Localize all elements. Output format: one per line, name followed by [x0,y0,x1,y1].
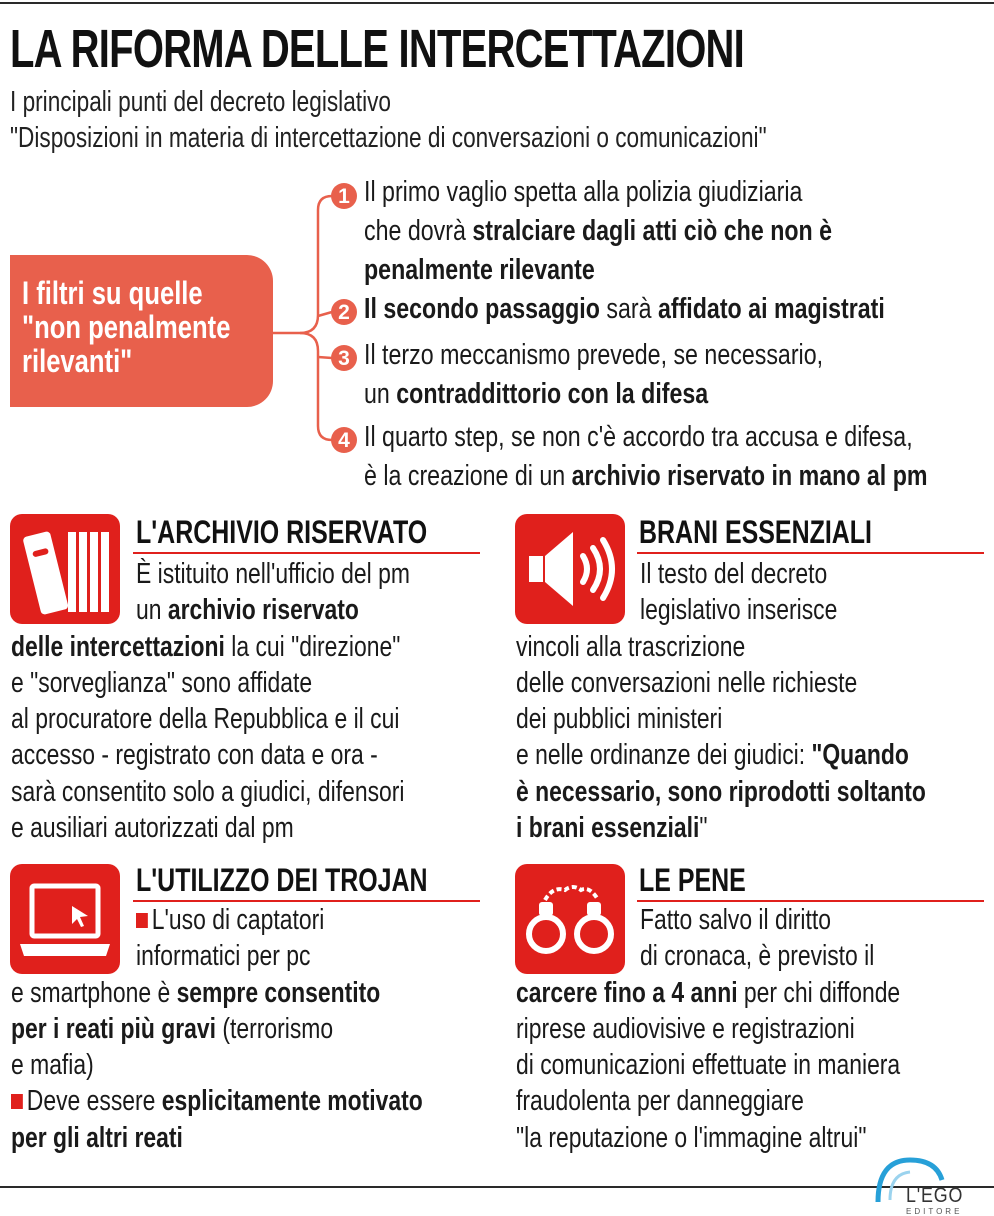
text-segment: sarà [599,293,658,325]
text-line [516,1047,900,1083]
text-line [136,592,410,628]
step-number-2: 2 [331,299,357,325]
text-segment: sarà consentito solo a giudici, difensori [11,775,405,808]
text-segment: è la creazione di un [364,460,572,492]
text-line [11,774,405,810]
archivio-text-top [136,556,410,629]
bold-text: esplicitamente motivato [161,1085,423,1118]
section-title-pene: LE PENE [639,862,746,898]
text-segment: Il testo del decreto [640,558,828,590]
bold-text: per i reati più gravi [11,1012,216,1045]
step-4-text [364,418,928,496]
text-line [364,251,832,290]
brani-text-body [516,629,926,847]
bullet-square-icon [11,1094,23,1109]
text-line [364,375,823,414]
text-segment: Il terzo meccanismo prevede, se necessario, [364,339,824,371]
text-segment: un [136,594,168,627]
bottom-rule [0,1186,994,1188]
section-rule [637,552,984,554]
subtitle-line-1: I principali punti del decreto legislativo [10,86,391,118]
step-2-text [364,290,885,329]
bold-text: sempre consentito [176,976,381,1009]
text-line [364,418,928,457]
bold-text: i brani essenziali [516,812,700,845]
filter-label-line: I filtri su quelle [22,275,203,311]
text-line [364,336,823,375]
archivio-text-body [11,629,405,847]
section-rule [133,552,480,554]
text-line [364,457,928,496]
text-line [640,592,837,628]
text-line [11,1047,423,1083]
section-title-archivio: L'ARCHIVIO RISERVATO [136,514,428,550]
text-segment: dei pubblici ministeri [516,703,723,736]
text-line [516,975,900,1011]
bold-text: "Quando [811,739,909,772]
brani-text-top [640,556,837,629]
text-line [516,1083,900,1119]
bold-text: delle intercettazioni [11,630,225,663]
text-line [136,556,410,592]
bold-text: è necessario, sono riprodotti soltanto [516,775,926,808]
text-segment: di cronaca, è previsto il [640,940,875,973]
text-segment: "la reputazione o l'immagine altrui" [516,1121,867,1154]
logo-subtext: EDITORE [906,1207,963,1216]
text-line [640,556,837,592]
text-segment: Deve essere [26,1085,162,1118]
text-segment: e nelle ordinanze dei giudici: [516,739,812,772]
text-line [516,665,926,701]
text-line [11,629,405,665]
pene-text-body [516,975,900,1156]
speaker-icon [515,514,625,624]
logo-text: L'EGO [906,1184,964,1207]
text-line [516,1120,900,1156]
text-segment: di comunicazioni effettuate in maniera [516,1049,901,1082]
text-segment: delle conversazioni nelle richieste [516,666,858,699]
text-segment: (terrorismo [215,1012,334,1045]
text-segment: informatici per pc [136,940,311,973]
bold-text: contraddittorio con la difesa [396,378,709,410]
text-segment: Il primo vaglio spetta alla polizia giudiziaria [364,176,803,208]
text-line [516,701,926,737]
text-segment: un [364,378,397,410]
text-segment: riprese audiovisive e registrazioni [516,1012,855,1045]
trojan-text-body [11,975,423,1156]
text-line [11,810,405,846]
text-line [516,737,926,773]
text-segment: accesso - registrato con data e ora - [11,739,378,772]
text-line [11,737,405,773]
step-3-text [364,336,823,414]
text-segment: L'uso di captatori [151,904,325,936]
trojan-text-top [136,902,324,975]
text-line [11,1011,423,1047]
step-number-3: 3 [331,345,357,371]
bold-text: carcere fino a 4 anni [516,976,738,1009]
text-line [640,902,874,938]
text-segment: Fatto salvo il diritto [640,904,831,936]
text-segment: fraudolenta per danneggiare [516,1085,804,1118]
bold-text: Il secondo passaggio [364,293,600,325]
text-segment: vincoli alla trascrizione [516,630,746,663]
filter-label-line: "non penalmente [22,309,231,345]
filter-label-line: rilevanti" [22,343,133,379]
text-line [364,173,832,212]
text-segment: e ausiliari autorizzati dal pm [11,812,294,845]
text-line [516,810,926,846]
text-segment: Il quarto step, se non c'è accordo tra accusa e difesa, [364,421,913,453]
bold-text: affidato ai magistrati [657,293,885,325]
text-segment: per chi diffonde [737,976,901,1009]
handcuffs-icon [515,864,625,974]
text-line [640,938,874,974]
text-line [11,665,405,701]
text-line [136,902,324,938]
text-segment: " [699,812,708,845]
step-1-text [364,173,832,290]
text-line [11,1083,423,1119]
bold-text: archivio riservato in mano al pm [571,460,928,492]
text-line [516,774,926,810]
bold-text: archivio riservato [167,594,359,627]
text-line [136,938,324,974]
text-line [364,290,885,329]
text-segment: legislativo inserisce [640,594,838,627]
text-segment: la cui "direzione" [224,630,401,663]
text-segment: e smartphone è [11,976,177,1009]
step-number-1: 1 [331,183,357,209]
subtitle-line-2: "Disposizioni in materia di intercettazione di conversazioni o comunicazioni" [10,122,767,154]
text-line [11,1120,423,1156]
text-segment: e "sorveglianza" sono affidate [11,666,313,699]
section-title-trojan: L'UTILIZZO DEI TROJAN [136,862,428,898]
text-line [11,975,423,1011]
bold-text: stralciare dagli atti ciò che non è [472,215,833,247]
text-line [11,701,405,737]
bold-text: penalmente rilevante [364,254,595,286]
pene-text-top [640,902,874,975]
archive-binders-icon [10,514,120,624]
text-segment: che dovrà [364,215,473,247]
text-line [516,1011,900,1047]
bold-text: per gli altri reati [11,1121,183,1154]
text-segment: e mafia) [11,1049,94,1082]
bullet-square-icon [136,913,148,928]
section-title-brani: BRANI ESSENZIALI [639,514,872,550]
step-number-4: 4 [331,427,357,453]
laptop-icon [10,864,120,974]
text-line [516,629,926,665]
text-line [364,212,832,251]
page-title: LA RIFORMA DELLE INTERCETTAZIONI [10,19,745,79]
text-segment: al procuratore della Repubblica e il cui [11,703,400,736]
text-segment: È istituito nell'ufficio del pm [136,558,410,590]
